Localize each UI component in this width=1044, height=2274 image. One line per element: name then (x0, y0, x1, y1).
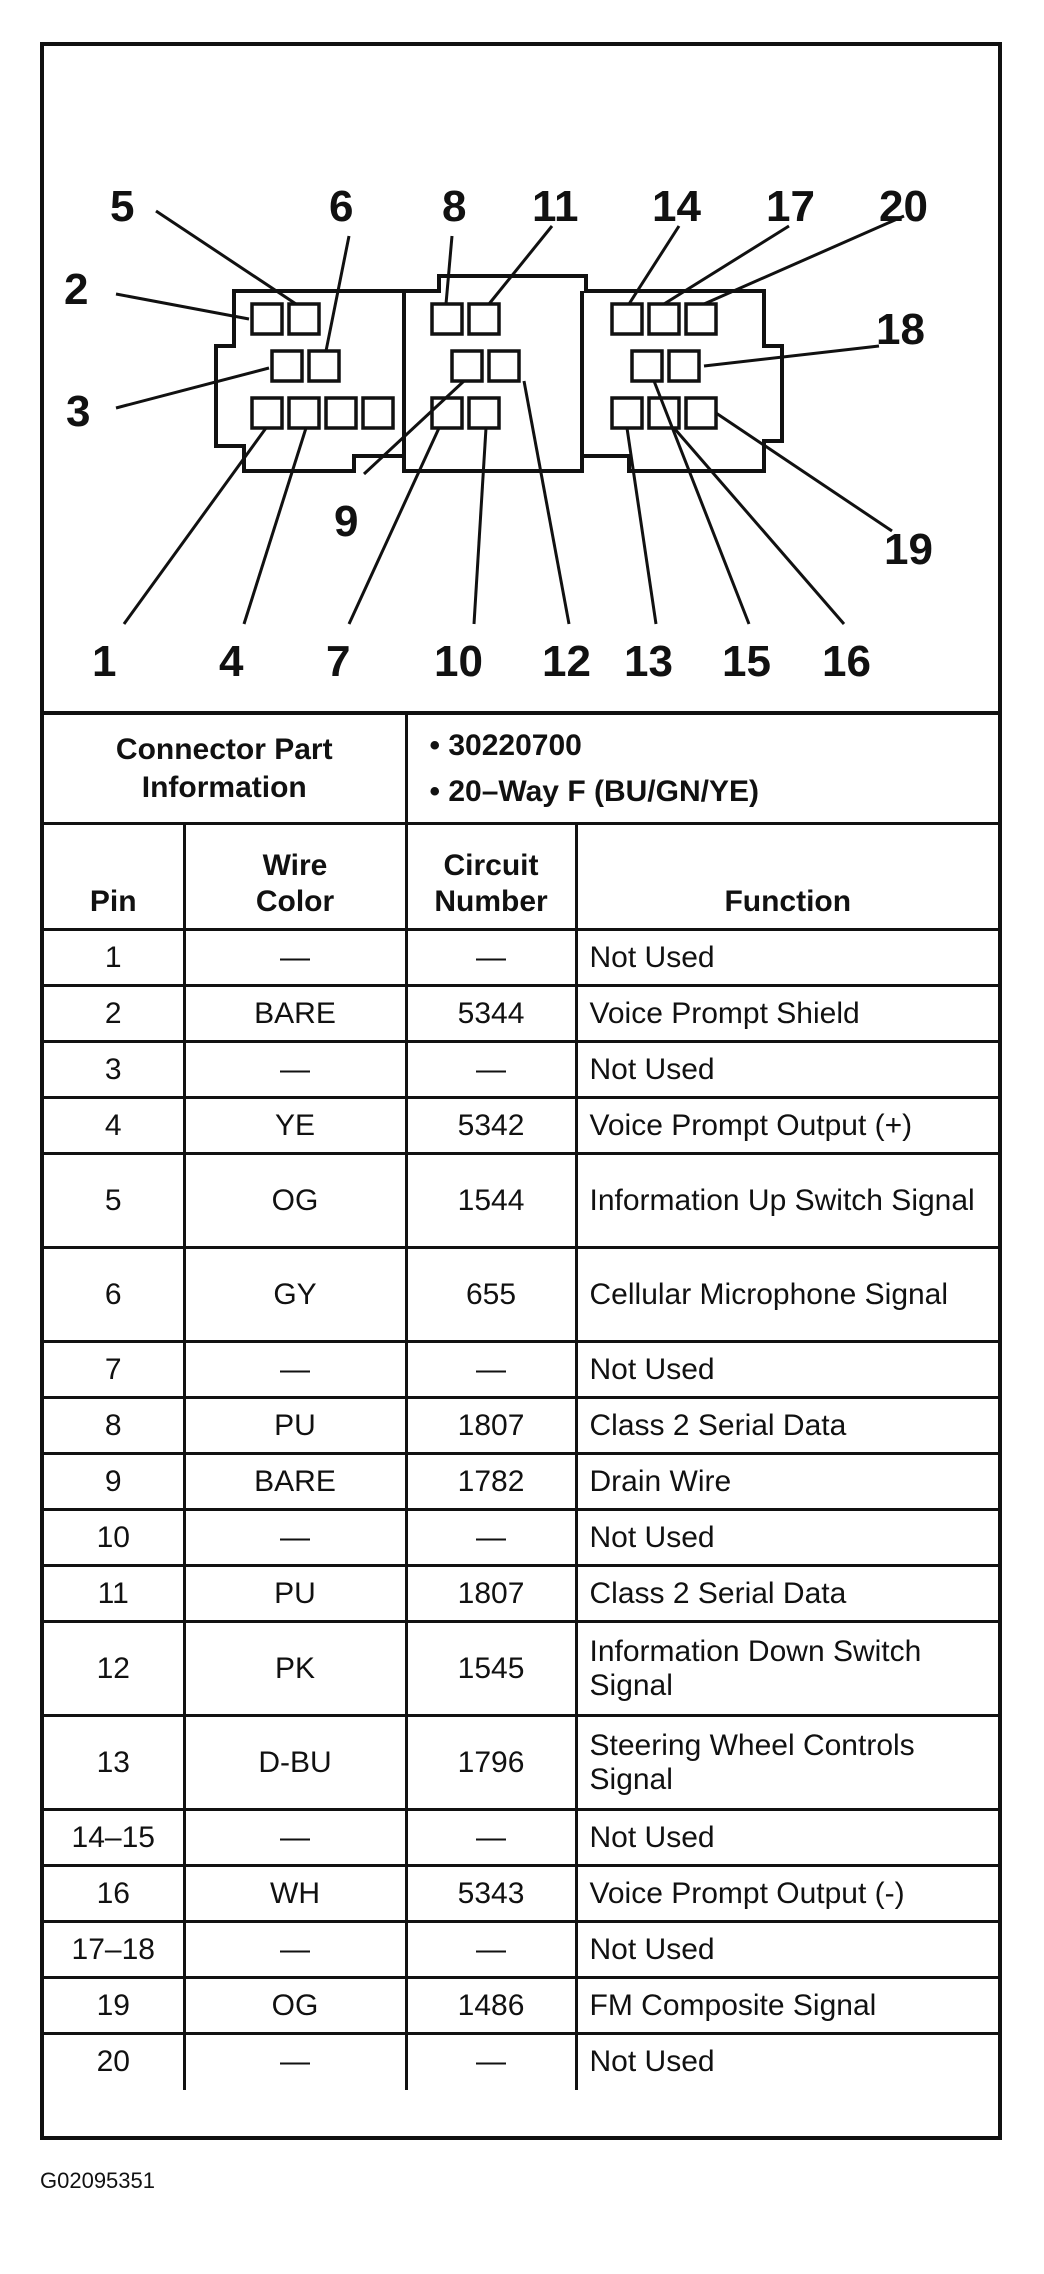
pin-label-15: 15 (722, 637, 771, 686)
wire-color-cell: WH (184, 1866, 406, 1922)
part-description: • 20–Way F (BU/GN/YE) (429, 774, 759, 808)
wire-color-cell: — (184, 930, 406, 986)
wire-color-cell: — (184, 1922, 406, 1978)
leader-lines (116, 211, 904, 624)
pin-cell: 5 (44, 1154, 184, 1248)
circuit-cell: — (406, 1510, 576, 1566)
table-row (44, 1398, 998, 1454)
header-circuit (406, 824, 576, 930)
pin-cell: 16 (44, 1866, 184, 1922)
circuit-cell: — (406, 1042, 576, 1098)
circuit-cell: 1486 (406, 1978, 576, 2034)
wire-color-cell: — (184, 1342, 406, 1398)
header-wire-color-text: Wire Color (255, 849, 335, 918)
pin-label-9: 9 (334, 497, 359, 546)
wire-color-cell: — (184, 1510, 406, 1566)
pin-label-4: 4 (219, 637, 244, 686)
header-circuit-text: Circuit Number (434, 849, 548, 918)
part-number: • 30220700 (429, 728, 582, 762)
pin-cell: 13 (44, 1716, 184, 1810)
table-row (44, 930, 998, 986)
wire-color-cell: — (184, 1042, 406, 1098)
function-cell: Not Used (576, 2034, 998, 2090)
function-cell: FM Composite Signal (576, 1978, 998, 2034)
table-row (44, 986, 998, 1042)
pin-cell: 19 (44, 1978, 184, 2034)
pin-label-20: 20 (879, 182, 928, 231)
function-cell: Voice Prompt Output (-) (576, 1866, 998, 1922)
wire-color-cell: D-BU (184, 1716, 406, 1810)
wire-color-cell: BARE (184, 1454, 406, 1510)
table-row (44, 1510, 998, 1566)
table-row (44, 1922, 998, 1978)
pinout-table (44, 715, 998, 2090)
wire-color-cell: GY (184, 1248, 406, 1342)
connector-info-label (44, 715, 406, 824)
pin-cell: 6 (44, 1248, 184, 1342)
wire-color-cell: — (184, 1810, 406, 1866)
connector-info-label-text: Connector Part Information (115, 732, 333, 804)
function-cell: Class 2 Serial Data (576, 1398, 998, 1454)
wire-color-cell: PK (184, 1622, 406, 1716)
circuit-cell: 1807 (406, 1398, 576, 1454)
pin-label-10: 10 (434, 637, 483, 686)
circuit-cell: 1545 (406, 1622, 576, 1716)
connector-diagram (44, 46, 998, 715)
circuit-cell: 5342 (406, 1098, 576, 1154)
function-cell: Voice Prompt Output (+) (576, 1098, 998, 1154)
function-cell: Drain Wire (576, 1454, 998, 1510)
wire-color-cell: — (184, 2034, 406, 2090)
pin-cell: 2 (44, 986, 184, 1042)
wire-color-cell: OG (184, 1978, 406, 2034)
pin-labels (64, 182, 933, 686)
pin-cell: 7 (44, 1342, 184, 1398)
pin-cell: 14–15 (44, 1810, 184, 1866)
table-row (44, 2034, 998, 2090)
wire-color-cell: OG (184, 1154, 406, 1248)
circuit-cell: 1544 (406, 1154, 576, 1248)
function-cell: Information Down Switch Signal (576, 1622, 998, 1716)
header-wire-color (184, 824, 406, 930)
pin-label-11: 11 (532, 182, 579, 231)
circuit-cell: — (406, 930, 576, 986)
circuit-cell: — (406, 2034, 576, 2090)
function-cell: Not Used (576, 1342, 998, 1398)
table-row (44, 1042, 998, 1098)
pin-label-14: 14 (652, 182, 701, 231)
connector-figure (40, 42, 1002, 2140)
function-cell: Information Up Switch Signal (576, 1154, 998, 1248)
function-cell: Not Used (576, 1922, 998, 1978)
circuit-cell: — (406, 1342, 576, 1398)
table-row (44, 1154, 998, 1248)
pin-label-1: 1 (92, 637, 117, 686)
table-row (44, 1978, 998, 2034)
table-row (44, 1566, 998, 1622)
wire-color-cell: YE (184, 1098, 406, 1154)
table-row (44, 1342, 998, 1398)
table-row (44, 1248, 998, 1342)
figure-code: G02095351 (40, 2168, 155, 2193)
table-row (44, 1622, 998, 1716)
circuit-cell: 1782 (406, 1454, 576, 1510)
pin-cell: 17–18 (44, 1922, 184, 1978)
pin-cell: 1 (44, 930, 184, 986)
pin-label-3: 3 (66, 387, 91, 436)
function-cell: Class 2 Serial Data (576, 1566, 998, 1622)
pin-label-8: 8 (442, 182, 467, 231)
circuit-cell: 655 (406, 1248, 576, 1342)
connector-info-values (406, 715, 998, 824)
pin-label-6: 6 (329, 182, 354, 231)
function-cell: Not Used (576, 1042, 998, 1098)
pin-cell: 20 (44, 2034, 184, 2090)
wire-color-cell: PU (184, 1566, 406, 1622)
pin-label-18: 18 (876, 305, 925, 354)
circuit-cell: — (406, 1922, 576, 1978)
table-row (44, 1716, 998, 1810)
pin-label-17: 17 (766, 182, 815, 231)
pin-cell: 8 (44, 1398, 184, 1454)
pin-label-13: 13 (624, 637, 673, 686)
pin-cavities (252, 304, 716, 428)
pin-label-7: 7 (326, 637, 351, 686)
pin-cell: 10 (44, 1510, 184, 1566)
circuit-cell: 5344 (406, 986, 576, 1042)
pin-cell: 3 (44, 1042, 184, 1098)
table-row (44, 1866, 998, 1922)
pin-cell: 9 (44, 1454, 184, 1510)
pin-label-2: 2 (64, 265, 89, 314)
wire-color-cell: PU (184, 1398, 406, 1454)
wire-color-cell: BARE (184, 986, 406, 1042)
header-pin: Pin (44, 824, 184, 930)
function-cell: Not Used (576, 1810, 998, 1866)
pin-cell: 11 (44, 1566, 184, 1622)
header-function: Function (576, 824, 998, 930)
pin-cell: 12 (44, 1622, 184, 1716)
pin-label-5: 5 (110, 182, 135, 231)
table-row (44, 1098, 998, 1154)
circuit-cell: — (406, 1810, 576, 1866)
function-cell: Cellular Microphone Signal (576, 1248, 998, 1342)
function-cell: Not Used (576, 930, 998, 986)
pin-label-19: 19 (884, 525, 933, 574)
table-row (44, 1810, 998, 1866)
pin-label-16: 16 (822, 637, 871, 686)
circuit-cell: 1807 (406, 1566, 576, 1622)
pin-cell: 4 (44, 1098, 184, 1154)
circuit-cell: 5343 (406, 1866, 576, 1922)
function-cell: Steering Wheel Controls Signal (576, 1716, 998, 1810)
function-cell: Voice Prompt Shield (576, 986, 998, 1042)
table-header-row (44, 824, 998, 930)
table-row (44, 1454, 998, 1510)
function-cell: Not Used (576, 1510, 998, 1566)
connector-face-svg (44, 46, 998, 711)
circuit-cell: 1796 (406, 1716, 576, 1810)
pin-label-12: 12 (542, 637, 591, 686)
